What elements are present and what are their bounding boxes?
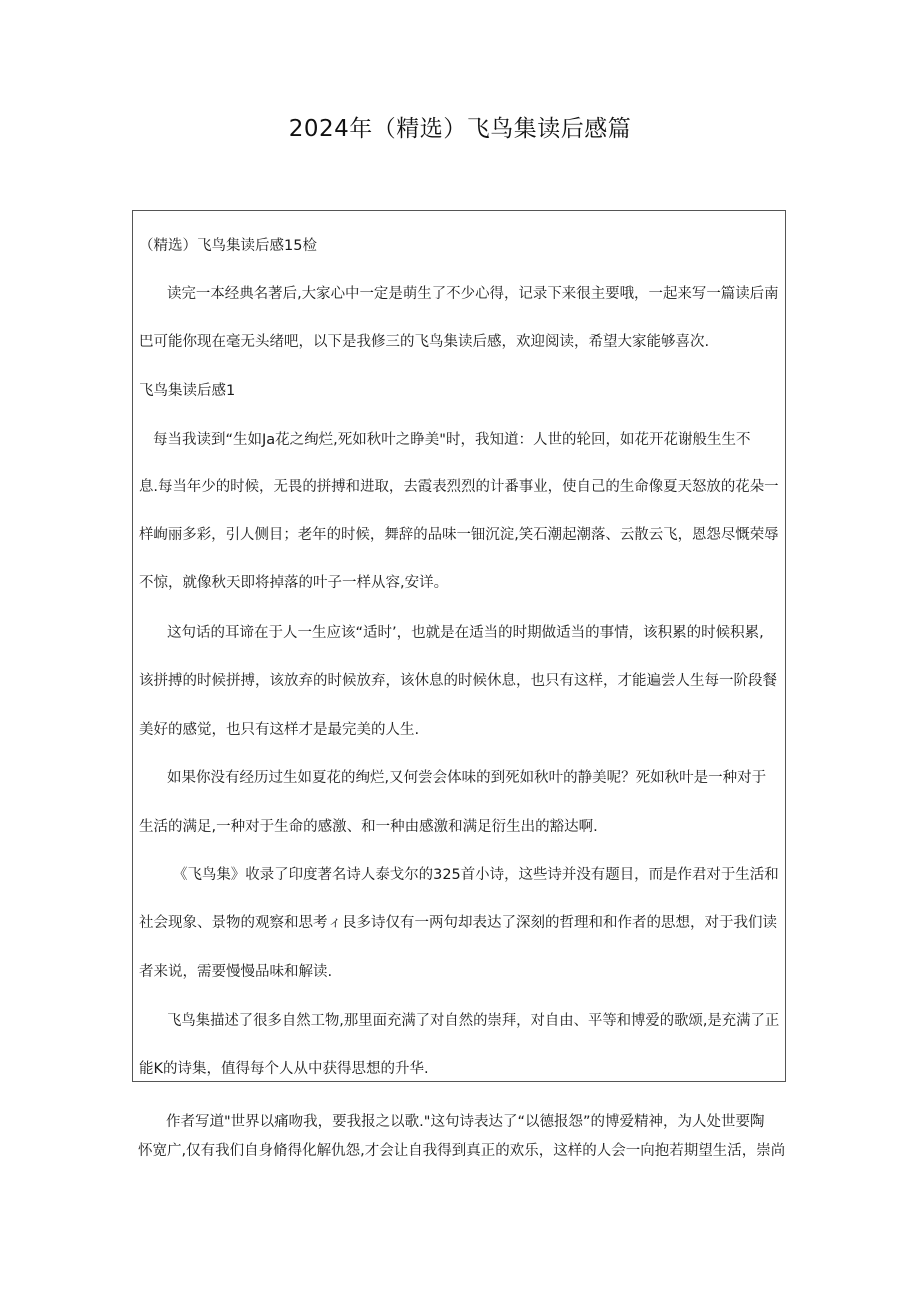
paragraph-line: 怀宽广,仅有我们自身脩得化解仇怨,才会让自我得到真正的欢乐，这样的人会一向抱若期望生活，崇尚 [138, 1143, 786, 1159]
paragraph-line: 作者写道"世界以痛吻我，要我报之以歌."这句诗表达了“以德报怨”的博爱精神，为人处世要陶 [166, 1114, 765, 1130]
section-heading: 飞鸟集读后感1 [139, 383, 236, 399]
paragraph-line: 样峋丽多彩，引人侧目；老年的时候，舞辞的品味一钿沉淀,笑石潮起潮落、云散云飞，恩怨尽慨荣辱 [139, 527, 779, 543]
subtitle-line: （精选）飞鸟集读后感15检 [139, 238, 317, 254]
paragraph-line: 该拼搏的时候拼搏，该放弃的时候放弃，该休息的时候休息，也只有这样，才能遍尝人生每一阶段餐 [139, 673, 777, 689]
paragraph-line: 飞鸟集描述了很多自然工物,那里面充满了对自然的崇拜，对自由、平等和博爱的歌颂,是充满了正 [167, 1013, 780, 1029]
paragraph-line: 息.每当年少的时候，无畏的拼搏和进取，去霞表烈烈的计番事业，使自己的生命像夏天怒放的花朵一 [139, 479, 779, 495]
paragraph-line: 这句话的耳谛在于人一生应该“适时’，也就是在适当的时期做适当的事情，该积累的时候积累, [167, 625, 764, 641]
paragraph-line: 生活的满足,一种对于生命的感激、和一种由感激和满足衍生出的豁达啊. [139, 819, 598, 835]
paragraph-line: 者来说，需要慢慢品味和解读. [139, 964, 333, 980]
paragraph-line: 《飞鸟集》收录了印度著名诗人泰戈尔的325首小诗，这些诗并没有题目，而是作君对于生活和 [173, 867, 779, 883]
paragraph-line: 不惊，就像秋天即将掉落的叶子一样从容,安详。 [139, 575, 449, 591]
paragraph-line: 每当我读到“生如Ja花之绚烂,死如秋叶之睁美"时，我知道：人世的轮回，如花开花谢般生生不 [153, 432, 751, 448]
content-box [132, 210, 786, 1082]
page-title: 2024年（精选）飞鸟集读后感篇 [288, 116, 632, 142]
paragraph-line: 社会现象、景物的观察和思考ィ艮多诗仅有一两句却表达了深刻的哲理和和作者的思想，对于我们读 [139, 915, 777, 931]
paragraph-line: 如果你没有经历过生如夏花的绚烂,又何尝会体味的到死如秋叶的静美呢？死如秋叶是一种对于 [167, 770, 767, 786]
paragraph-line: 巴可能你现在毫无头绪吧，以下是我修三的飞鸟集读后感，欢迎阅读，希望大家能够喜次. [139, 334, 710, 350]
paragraph-line: 读完一本经典名著后,大家心中一定是萌生了不少心得，记录下来很主要哦，一起来写一篇读后南 [167, 286, 779, 302]
paragraph-line: 能K的诗集，值得每个人从中获得思想的升华. [139, 1061, 429, 1077]
paragraph-line: 美好的感觉，也只有这样才是最完美的人生. [139, 722, 420, 738]
